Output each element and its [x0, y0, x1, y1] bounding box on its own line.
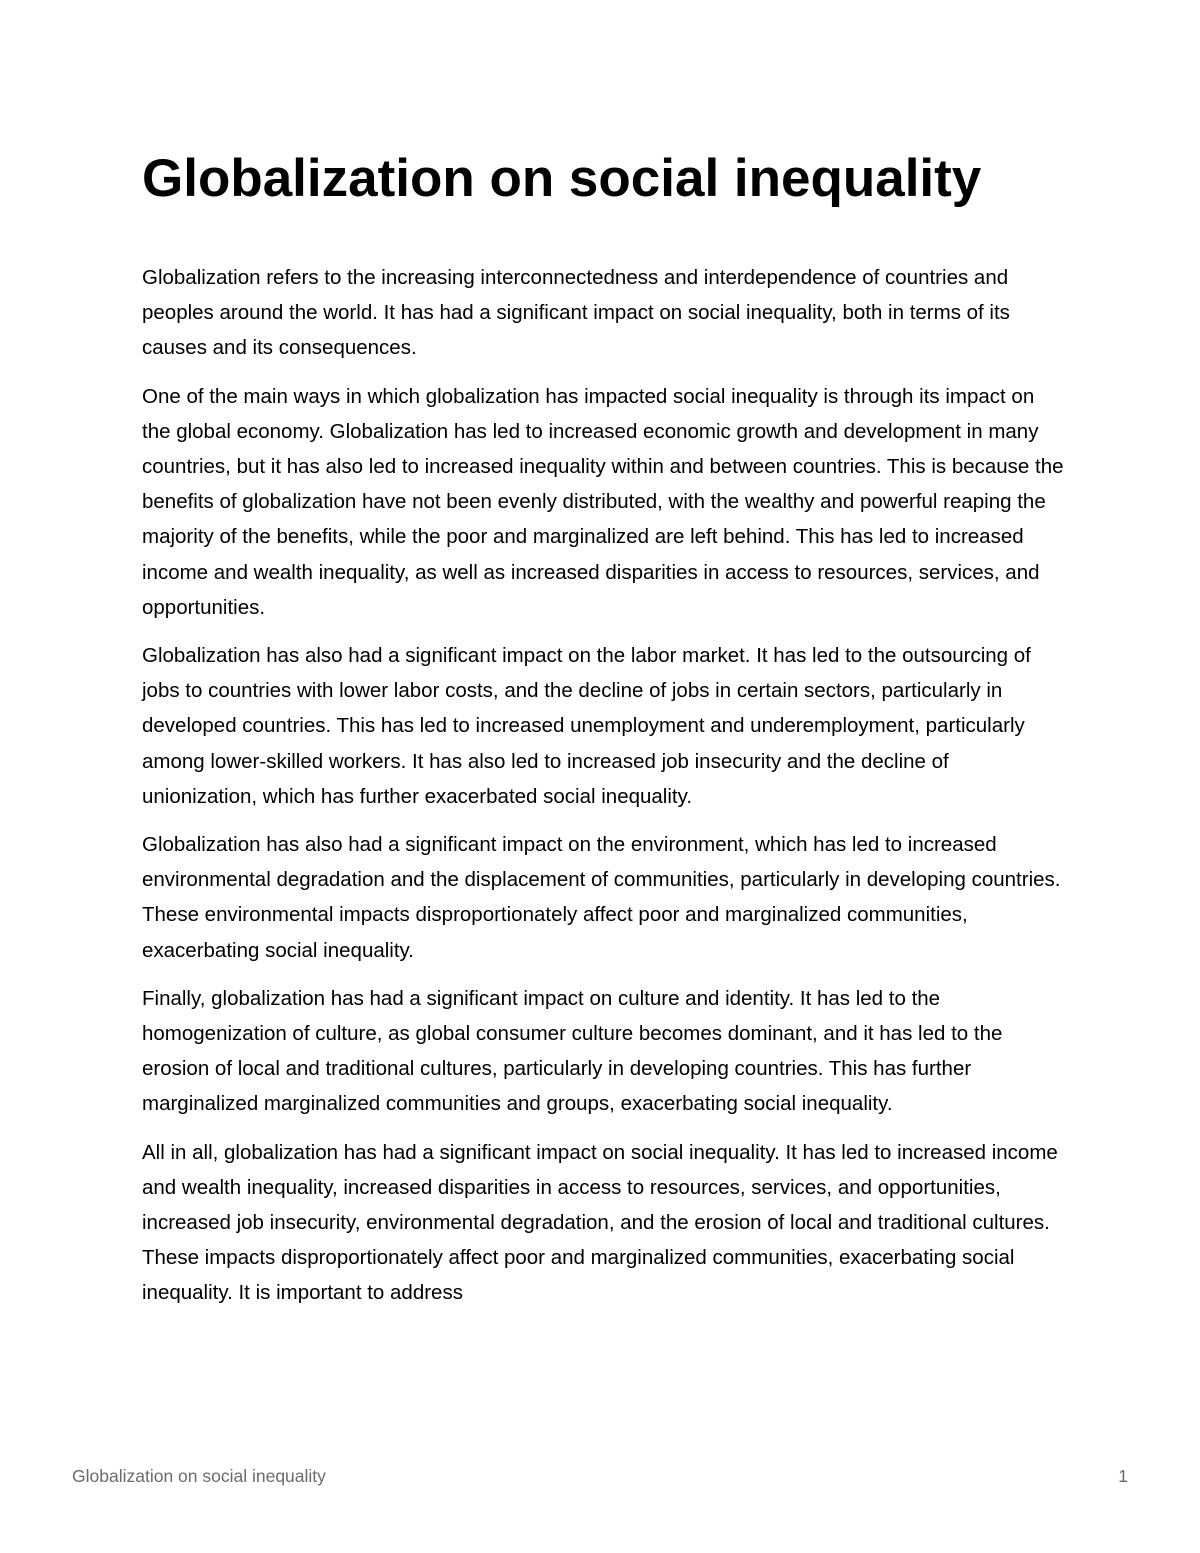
paragraph-2: One of the main ways in which globalization has impacted social inequality is through its impact on the global economy. Globalization has led to increased economic growth and development in many countries, but it has also led to increased inequality within and between countries. This is because the benefits of globalization have not been evenly distributed, with the wealthy and powerful reaping the majority of the benefits, while the poor and marginalized are left behind. This has led to increased income and wealth inequality, as well as increased disparities in access to resources, services, and opportunities. — [142, 384, 1064, 619]
document-body — [142, 260, 1067, 1311]
document-content — [142, 148, 1067, 1324]
paragraph-3: Globalization has also had a significant impact on the labor market. It has led to the outsourcing of jobs to countries with lower labor costs, and the decline of jobs in certain sectors, particularly in developed countries. This has led to increased unemployment and underemployment, particularly among lower-skilled workers. It has also led to increased job insecurity and the decline of unionization, which has further exacerbated social inequality. — [142, 644, 1031, 808]
footer-title: Globalization on social inequality — [72, 1466, 326, 1486]
paragraph-5: Finally, globalization has had a significant impact on culture and identity. It has led to the homogenization of culture, as global consumer culture becomes dominant, and it has led to the erosion of local and traditional cultures, particularly in developing countries. This has further marginalized marginalized communities and groups, exacerbating social inequality. — [142, 986, 1003, 1116]
paragraph-6: All in all, globalization has had a significant impact on social inequality. It has led to increased income and wealth inequality, increased disparities in access to resources, services, and opportunities, increased job insecurity, environmental degradation, and the erosion of local and traditional cultures. These impacts disproportionately affect poor and marginalized communities, exacerbating social inequality. It is important to address — [142, 1140, 1058, 1305]
page-footer — [72, 1466, 1128, 1490]
paragraph-1: Globalization refers to the increasing interconnectedness and interdependence of countries and peoples around the world. It has had a significant impact on social inequality, both in terms of its causes and its consequences. — [142, 266, 1010, 360]
paragraph-4: Globalization has also had a significant impact on the environment, which has led to increased environmental degradation and the displacement of communities, particularly in developing countries. These environmental impacts disproportionately affect poor and marginalized communities, exacerbating social inequality. — [142, 833, 1061, 962]
footer-page-number: 1 — [1118, 1466, 1128, 1486]
document-title: Globalization on social inequality — [142, 149, 982, 208]
